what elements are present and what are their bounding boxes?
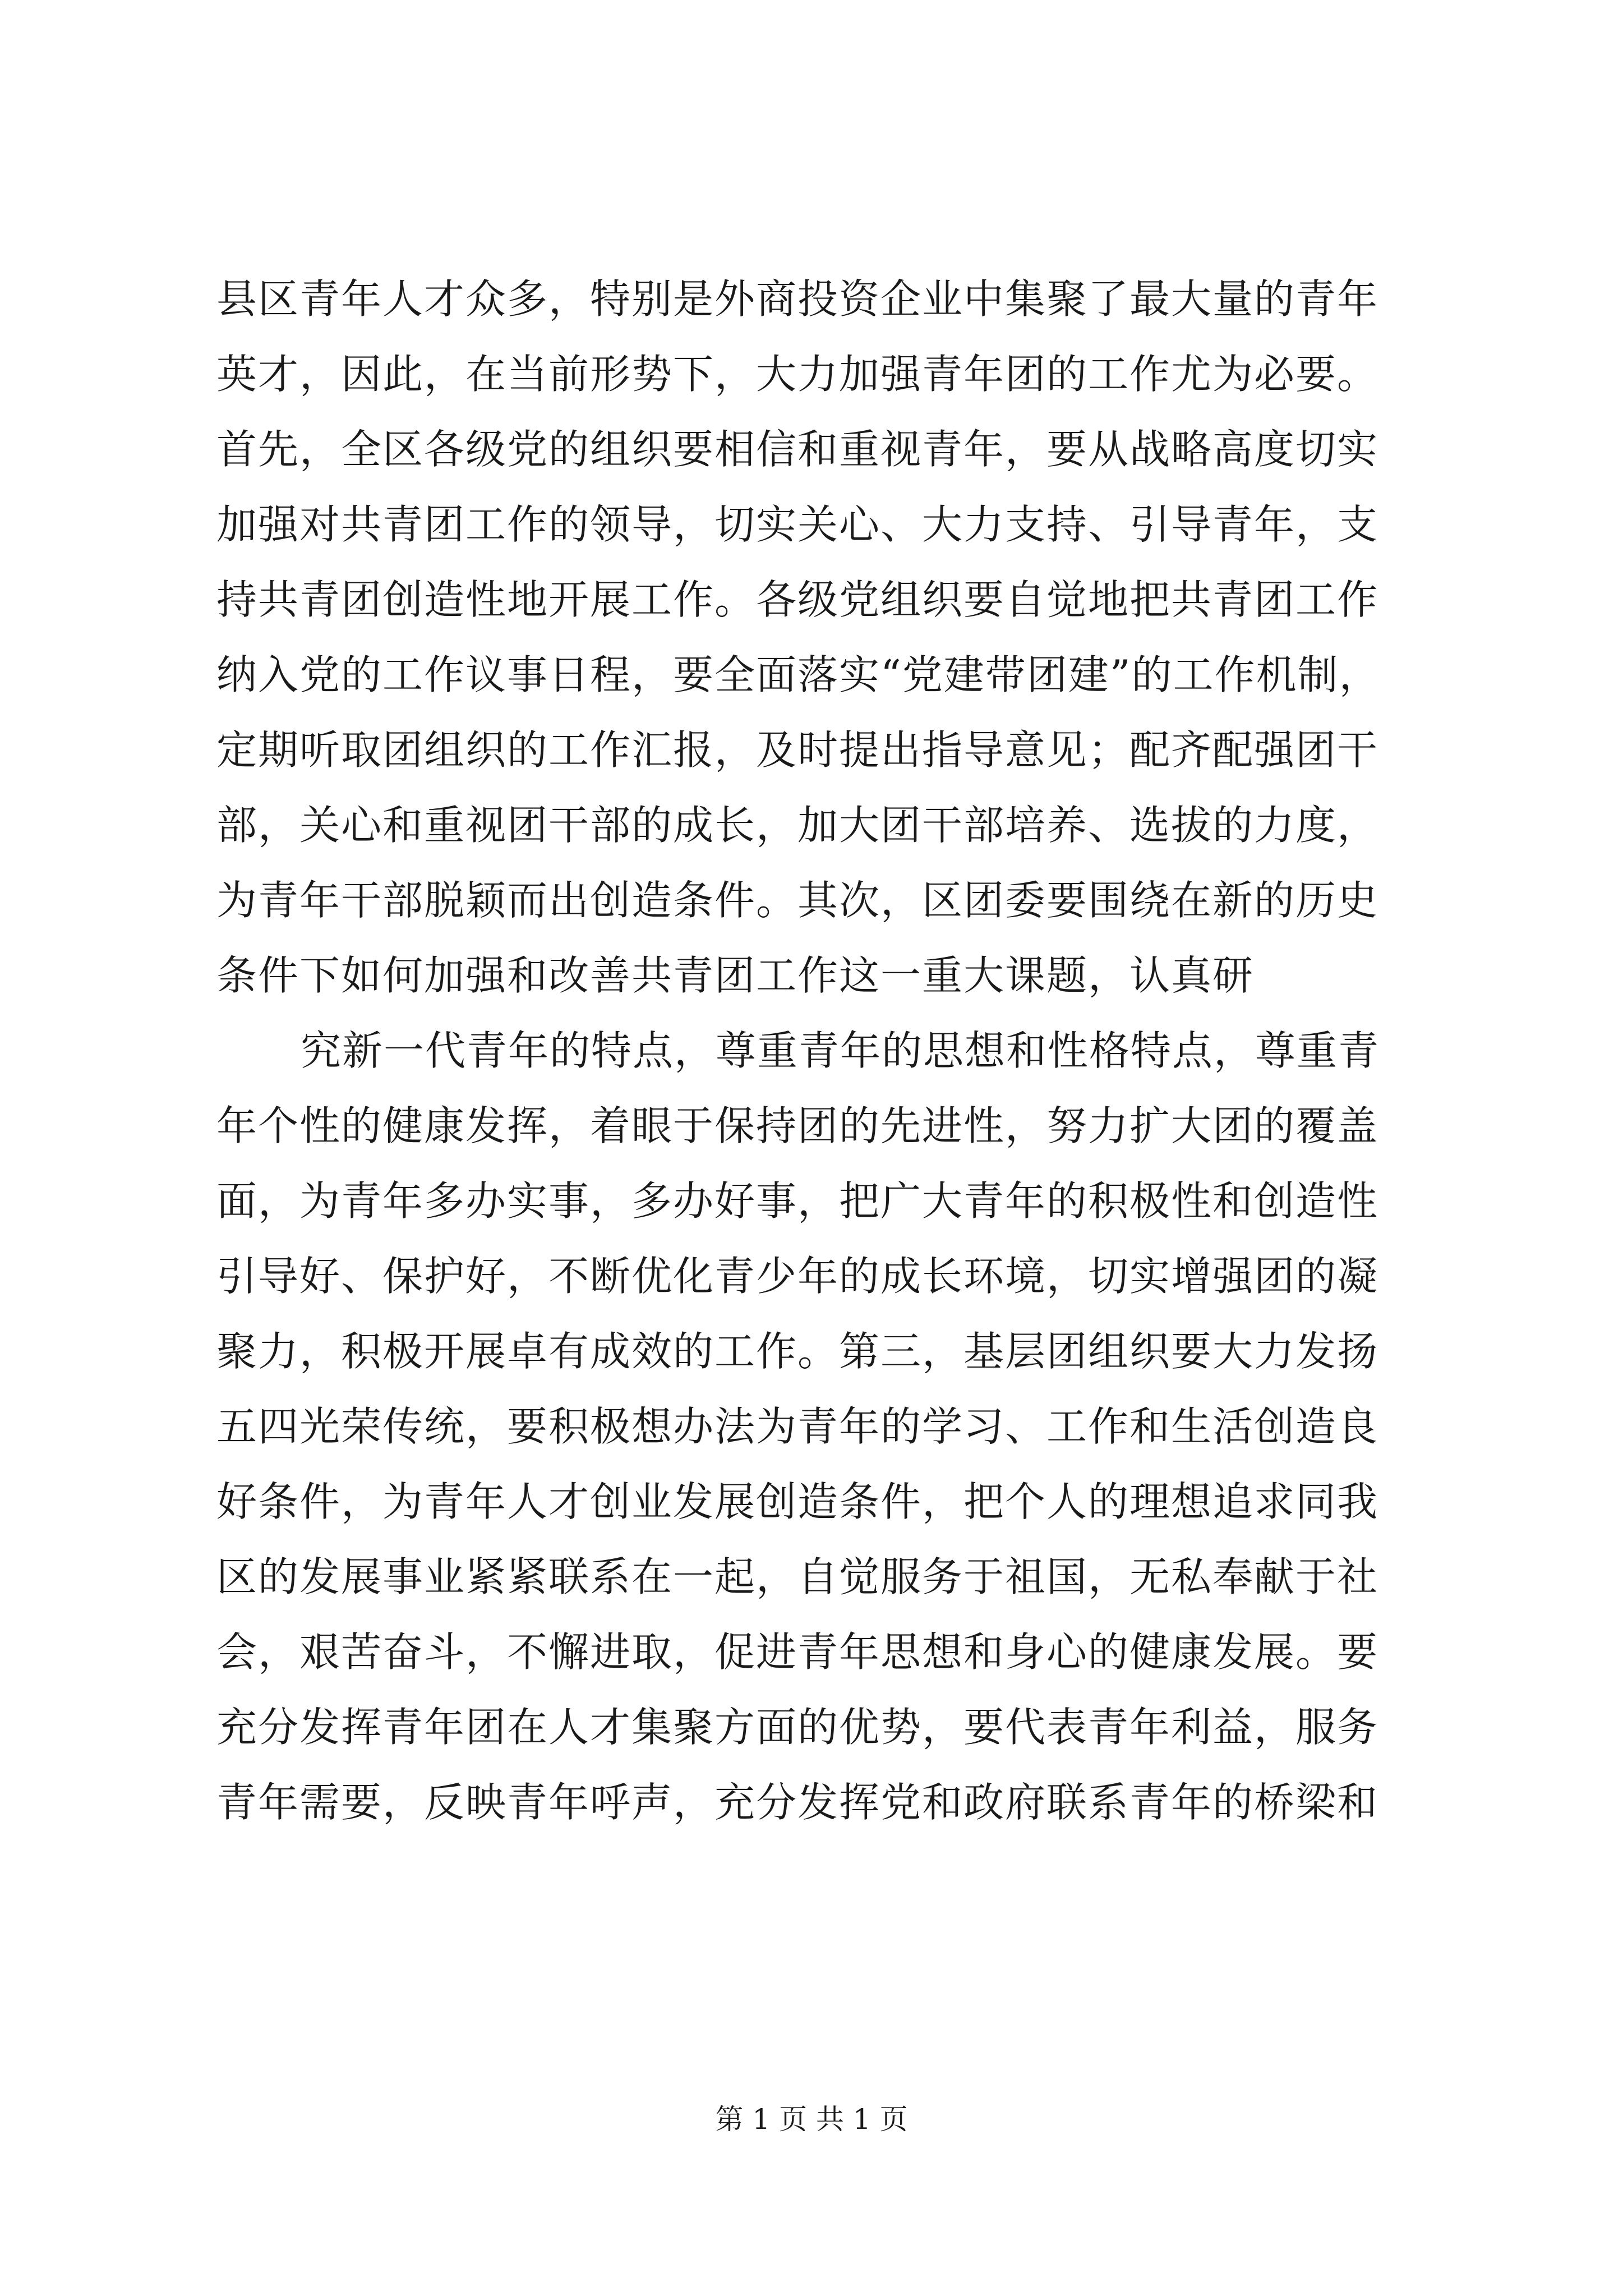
text-line: 县区青年人才众多，特别是外商投资企业中集聚了最大量的青年 [216,275,1379,323]
text-line: 五四光荣传统，要积极想办法为青年的学习、工作和生活创造良 [216,1403,1379,1450]
text-line: 为青年干部脱颖而出创造条件。其次，区团委要围绕在新的历史 [216,877,1379,924]
page-number-label: 第 1 页 共 1 页 [715,2103,908,2136]
text-line: 加强对共青团工作的领导，切实关心、大力支持、引导青年，支 [216,501,1379,548]
text-line: 持共青团创造性地开展工作。各级党组织要自觉地把共青团工作 [216,576,1379,623]
text-line: 聚力，积极开展卓有成效的工作。第三，基层团组织要大力发扬 [216,1328,1379,1375]
text-line: 首先，全区各级党的组织要相信和重视青年，要从战略高度切实 [216,426,1379,473]
text-line: 年个性的健康发挥，着眼于保持团的先进性，努力扩大团的覆盖 [216,1102,1379,1149]
text-line: 充分发挥青年团在人才集聚方面的优势，要代表青年利益，服务 [216,1704,1379,1751]
page-footer [0,2102,1623,2136]
body-text [216,261,1417,1840]
text-line: 纳入党的工作议事日程，要全面落实“党建带团建”的工作机制， [216,651,1381,698]
text-line: 部，关心和重视团干部的成长，加大团干部培养、选拔的力度， [216,802,1379,849]
text-line: 青年需要，反映青年呼声，充分发挥党和政府联系青年的桥梁和 [216,1779,1379,1826]
text-line-indented: 究新一代青年的特点，尊重青年的思想和性格特点，尊重青 [301,1027,1380,1074]
text-line: 会，艰苦奋斗，不懈进取，促进青年思想和身心的健康发展。要 [216,1628,1379,1676]
text-line: 面，为青年多办实事，多办好事，把广大青年的积极性和创造性 [216,1177,1379,1225]
text-line: 条件下如何加强和改善共青团工作这一重大课题，认真研 [216,952,1255,999]
text-line: 定期听取团组织的工作汇报，及时提出指导意见；配齐配强团干 [216,726,1379,774]
text-line: 英才，因此，在当前形势下，大力加强青年团的工作尤为必要。 [216,351,1379,398]
text-line: 引导好、保护好，不断优化青少年的成长环境，切实增强团的凝 [216,1253,1379,1300]
text-line: 区的发展事业紧紧联系在一起，自觉服务于祖国，无私奉献于社 [216,1553,1379,1600]
text-line: 好条件，为青年人才创业发展创造条件，把个人的理想追求同我 [216,1478,1379,1525]
